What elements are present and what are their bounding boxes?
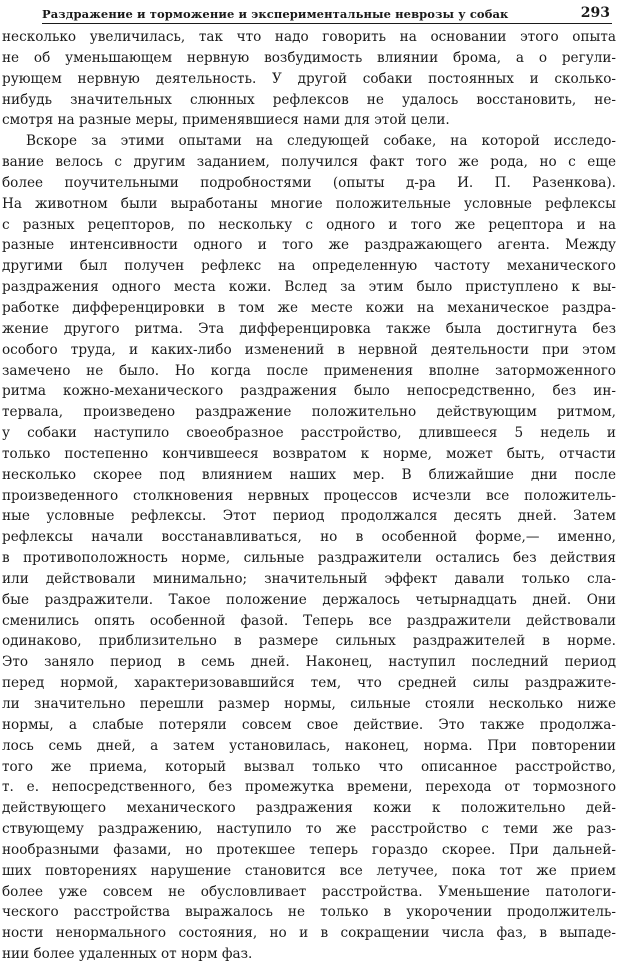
text-line: Вскоре за этими опытами на следующей собаке, на которой исследо- — [26, 133, 616, 150]
text-line: ших повторениях нарушение становится все летучее, пока тот же прием — [2, 862, 616, 879]
text-line: рующем нервную деятельность. У другой собаки постоянных и сколько- — [2, 70, 616, 87]
text-line: особого труда, и каких-либо изменений в нервной деятельности при этом — [2, 341, 616, 358]
text-line: тервала, произведено раздражение положительно действующим ритмом, — [2, 404, 616, 421]
text-line: нормы, а слабые потеряли совсем свое действие. Это также продолжа- — [2, 716, 616, 733]
text-line: ли значительно перешли размер нормы, сильные стояли несколько ниже — [2, 696, 616, 712]
text-line: не об уменьшающем нервную возбудимость влиянии брома, а о регули- — [2, 49, 616, 66]
page-number: 293 — [580, 5, 610, 21]
text-line: только постепенно кончившееся возвратом к норме, может быть, отчасти — [2, 445, 616, 462]
text-line: На животном были выработаны многие положительные условные рефлексы — [2, 195, 616, 212]
text-line: смотря на разные меры, применявшиеся нами для этой цели. — [2, 112, 450, 129]
text-line: ности ненормального состояния, но и в сокращении числа фаз, в выпаде- — [2, 925, 616, 942]
text-line: замечено не было. Но когда после применения вполне заторможенного — [2, 362, 616, 379]
text-line: работке дифференцировки в том же месте кожи на механическое раздра- — [2, 299, 616, 316]
text-line: более уже совсем не обусловливает расстройства. Уменьшение патологи- — [2, 883, 616, 900]
text-line: несколько скорее под влиянием наших мер. В ближайшие дни после — [2, 466, 616, 483]
text-line: рефлексы начали восстанавливаться, но в особенной форме,— именно, — [2, 529, 616, 546]
text-line: произведенного столкновения нервных процессов исчезли все положитель- — [2, 487, 616, 504]
text-line: перед нормой, характеризовавшийся тем, что средней силы раздражите- — [2, 675, 616, 692]
text-line: ные условные рефлексы. Этот период продолжался десять дней. Затем — [2, 508, 616, 525]
text-line: ческого расстройства выражалось не только в укорочении продолжитель- — [2, 904, 616, 921]
body-text — [2, 27, 616, 965]
text-line: раздражения одного места кожи. Вслед за этим было приступлено к вы- — [2, 279, 616, 296]
text-line: нии более удаленных от норм фаз. — [2, 946, 253, 963]
text-line: или действовали минимально; значительный эффект давали только сла- — [2, 570, 616, 587]
text-line: того же приема, который вызвал только что описанное расстройство, — [2, 758, 616, 775]
text-line: нообразными фазами, но протекшее теперь гораздо скорее. При дальней- — [2, 841, 616, 858]
text-line: бые раздражители. Такое положение держалось четырнадцать дней. Они — [2, 591, 616, 608]
text-line: более поучительными подробностями (опыты д-ра И. П. Разенкова). — [2, 174, 616, 191]
text-line: действующего механического раздражения кожи к положительно дей- — [2, 800, 616, 817]
text-line: ствующему раздражению, наступило то же расстройство с теми же раз- — [2, 821, 616, 838]
text-line: ритма кожно-механического раздражения было непосредственно, без ин- — [2, 383, 616, 400]
text-line: в противоположность норме, сильные раздражители остались без действия — [2, 550, 616, 567]
text-line: жение другого ритма. Эта дифференцировка также была достигнута без — [2, 320, 616, 337]
running-header — [42, 2, 612, 24]
text-line: одинаково, приблизительно в размере сильных раздражителей в норме. — [2, 633, 616, 650]
text-line: с разных рецепторов, по нескольку с одного и того же рецептора и на — [2, 216, 616, 233]
text-line: несколько увеличилась, так что надо говорить на основании этого опыта — [2, 29, 616, 45]
text-line: другими был получен рефлекс на определенную частоту механического — [2, 258, 616, 275]
text-line: нибудь значительных слюнных рефлексов не удалось восстановить, не- — [2, 91, 616, 108]
text-line: т. е. непосредственного, без промежутка времени, перехода от тормозного — [2, 779, 616, 796]
text-line: вание велось с другим заданием, получился факт того же рода, но с еще — [2, 154, 616, 171]
text-line: у собаки наступило своеобразное расстройство, длившееся 5 недель и — [2, 425, 616, 442]
running-header-title: Раздражение и торможение и экспериментальные неврозы у собак — [42, 7, 509, 21]
text-line: Это заняло период в семь дней. Наконец, наступил последний период — [2, 654, 616, 671]
text-line: сменились опять особенной фазой. Теперь все раздражители действовали — [2, 612, 616, 629]
text-line: лось семь дней, а затем установилась, наконец, норма. При повторении — [2, 737, 616, 754]
text-line: разные интенсивности одного и того же раздражающего агента. Между — [2, 237, 616, 254]
